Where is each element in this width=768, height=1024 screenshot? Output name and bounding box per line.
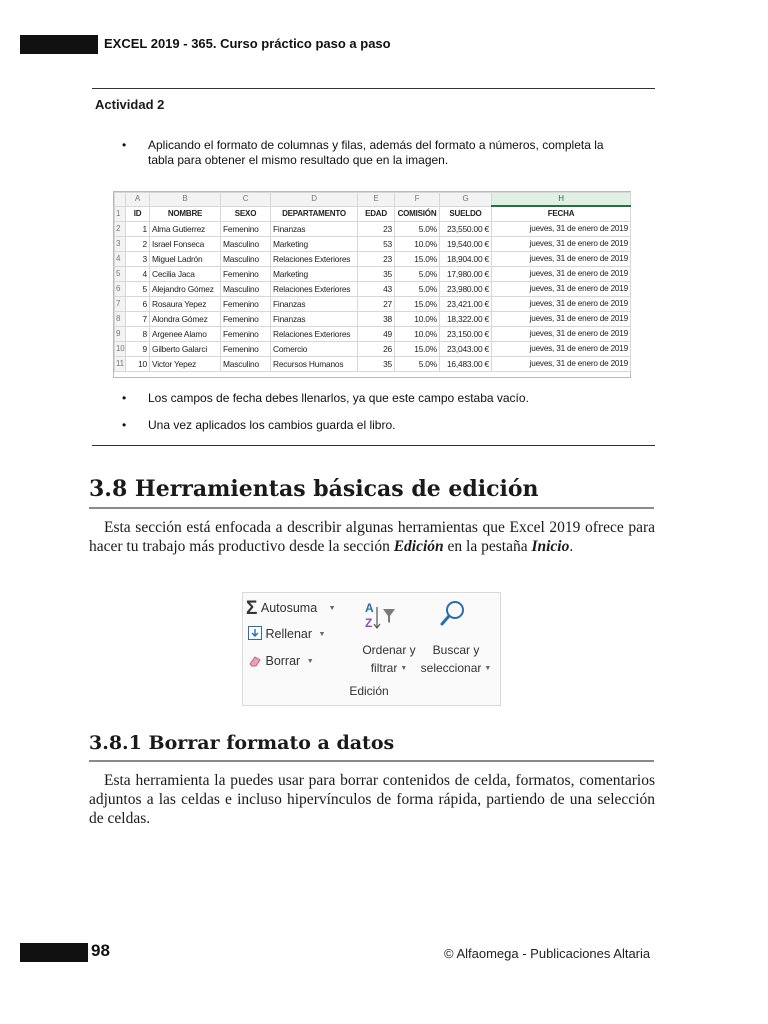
bullet-dot: • — [122, 138, 127, 152]
row-number[interactable]: 2 — [115, 222, 126, 237]
bullet-2-text: Los campos de fecha debes llenarlos, ya que este campo estaba vacío. — [148, 391, 529, 405]
chevron-down-icon: ▼ — [306, 658, 314, 666]
row-number[interactable]: 1 — [115, 206, 126, 222]
table-cell[interactable]: Femenino — [221, 312, 271, 327]
table-cell[interactable]: 10.0% — [395, 237, 440, 252]
row-number[interactable]: 8 — [115, 312, 126, 327]
table-row — [115, 267, 631, 282]
column-letter-D[interactable]: D — [271, 193, 358, 207]
page-number: 98 — [91, 941, 110, 960]
column-letter-G[interactable]: G — [440, 193, 492, 207]
table-cell[interactable]: 15.0% — [395, 252, 440, 267]
header-cell[interactable]: NOMBRE — [150, 206, 221, 222]
table-cell[interactable]: 10 — [126, 357, 150, 372]
table-cell[interactable]: 23 — [358, 252, 395, 267]
borrar-label: Borrar — [265, 654, 301, 668]
section-3-8-1-paragraph — [89, 771, 655, 828]
autosuma-button[interactable] — [246, 598, 336, 620]
table-cell[interactable]: 38 — [358, 312, 395, 327]
search-icon[interactable] — [438, 599, 468, 633]
table-row — [115, 297, 631, 312]
table-cell[interactable]: Argenee Alamo — [150, 327, 221, 342]
table-cell[interactable]: 18,904.00 € — [440, 252, 492, 267]
table-cell[interactable]: 5 — [126, 282, 150, 297]
table-cell[interactable]: 15.0% — [395, 342, 440, 357]
para-text-2: en la pestaña — [443, 538, 532, 555]
table-cell[interactable]: 4 — [126, 267, 150, 282]
table-cell[interactable]: 53 — [358, 237, 395, 252]
table-cell[interactable]: Femenino — [221, 297, 271, 312]
table-cell[interactable]: 23,043.00 € — [440, 342, 492, 357]
az-letter-a: A — [365, 601, 374, 615]
table-cell[interactable]: jueves, 31 de enero de 2019 — [492, 327, 631, 342]
table-cell[interactable]: jueves, 31 de enero de 2019 — [492, 237, 631, 252]
row-number[interactable]: 5 — [115, 267, 126, 282]
table-cell[interactable]: Recursos Humanos — [271, 357, 358, 372]
column-letter-F[interactable]: F — [395, 193, 440, 207]
header-black-bar — [20, 35, 98, 54]
bullet-dot: • — [122, 391, 127, 405]
table-cell[interactable]: Femenino — [221, 327, 271, 342]
table-cell[interactable]: Marketing — [271, 237, 358, 252]
table-cell[interactable]: Marketing — [271, 267, 358, 282]
table-cell[interactable]: jueves, 31 de enero de 2019 — [492, 357, 631, 372]
bullet-1-line-1: Aplicando el formato de columnas y filas, además del formato a números, completa la — [148, 138, 604, 152]
footer-black-bar — [20, 943, 88, 962]
header-cell[interactable]: SEXO — [221, 206, 271, 222]
ordenar-line-2: filtrar — [370, 661, 398, 675]
table-cell[interactable]: 15.0% — [395, 297, 440, 312]
table-cell[interactable]: 1 — [126, 222, 150, 237]
table-cell[interactable]: 3 — [126, 252, 150, 267]
buscar-line-2: seleccionar — [420, 661, 482, 675]
table-cell[interactable]: 19,540.00 € — [440, 237, 492, 252]
row-number[interactable]: 9 — [115, 327, 126, 342]
header-cell[interactable]: ID — [126, 206, 150, 222]
column-letter-H[interactable]: H — [492, 193, 631, 207]
bullet-1-line-2: tabla para obtener el mismo resultado que en la imagen. — [148, 153, 449, 167]
sigma-icon: Σ — [246, 598, 258, 619]
table-cell[interactable]: Cecilia Jaca — [150, 267, 221, 282]
chevron-down-icon: ▼ — [328, 605, 336, 613]
table-row — [115, 357, 631, 372]
autosuma-label: Autosuma — [260, 601, 318, 615]
table-cell[interactable]: Femenino — [221, 267, 271, 282]
table-cell[interactable]: Relaciones Exteriores — [271, 252, 358, 267]
chevron-down-icon: ▼ — [400, 664, 408, 672]
az-letter-z: Z — [365, 616, 373, 630]
table-cell[interactable]: 16,483.00 € — [440, 357, 492, 372]
table-cell[interactable]: 35 — [358, 267, 395, 282]
table-row — [115, 327, 631, 342]
table-cell[interactable]: Rosaura Yepez — [150, 297, 221, 312]
ribbon-group-label: Edición — [349, 684, 389, 698]
column-letter-E[interactable]: E — [358, 193, 395, 207]
table-cell[interactable]: 23 — [358, 222, 395, 237]
para-text-3: . — [569, 538, 574, 555]
table-cell[interactable]: Relaciones Exteriores — [271, 327, 358, 342]
table-cell[interactable]: 5.0% — [395, 357, 440, 372]
table-cell[interactable]: Finanzas — [271, 297, 358, 312]
activity-title: Actividad 2 — [95, 97, 165, 112]
column-letter-row — [115, 193, 631, 207]
column-letter-corner[interactable] — [115, 193, 126, 207]
row-number[interactable]: 10 — [115, 342, 126, 357]
para-bold-edicion: Edición — [393, 538, 444, 555]
activity-bullet-2 — [122, 391, 658, 406]
section-3-8-1-text: Esta herramienta la puedes usar para borrar contenidos de celda, formatos, comentarios adjuntos a las celdas e incluso hipervínculos de forma rápida, partiendo de una selección de celdas. — [89, 772, 655, 827]
table-cell[interactable]: 5.0% — [395, 267, 440, 282]
table-row — [115, 312, 631, 327]
table-cell[interactable]: 5.0% — [395, 222, 440, 237]
buscar-seleccionar-label[interactable] — [411, 641, 501, 678]
bullet-dot: • — [122, 418, 127, 432]
table-cell[interactable]: 2 — [126, 237, 150, 252]
table-cell[interactable]: Masculino — [221, 237, 271, 252]
chevron-down-icon: ▼ — [484, 664, 492, 672]
section-heading-rule — [89, 507, 654, 509]
table-cell[interactable]: jueves, 31 de enero de 2019 — [492, 312, 631, 327]
table-cell[interactable]: jueves, 31 de enero de 2019 — [492, 252, 631, 267]
table-cell[interactable]: 17,980.00 € — [440, 267, 492, 282]
sort-filter-icon — [361, 601, 401, 637]
row-number[interactable]: 7 — [115, 297, 126, 312]
rellenar-button[interactable] — [248, 626, 325, 641]
table-cell[interactable]: 23,421.00 € — [440, 297, 492, 312]
borrar-button[interactable] — [248, 654, 314, 670]
table-cell[interactable]: 18,322.00 € — [440, 312, 492, 327]
table-cell[interactable]: 5.0% — [395, 282, 440, 297]
table-cell[interactable]: Comercio — [271, 342, 358, 357]
table-cell[interactable]: Femenino — [221, 222, 271, 237]
table-cell[interactable]: 49 — [358, 327, 395, 342]
table-cell[interactable]: 10.0% — [395, 327, 440, 342]
header-cell[interactable]: DEPARTAMENTO — [271, 206, 358, 222]
row-number[interactable]: 3 — [115, 237, 126, 252]
table-cell[interactable]: Victor Yepez — [150, 357, 221, 372]
table-cell[interactable]: 6 — [126, 297, 150, 312]
section-heading-3-8-1: 3.8.1 Borrar formato a datos — [89, 732, 395, 754]
table-cell[interactable]: 7 — [126, 312, 150, 327]
table-cell[interactable]: Miguel Ladrón — [150, 252, 221, 267]
table-cell[interactable]: 23,550.00 € — [440, 222, 492, 237]
table-cell[interactable]: 27 — [358, 297, 395, 312]
row-number[interactable]: 4 — [115, 252, 126, 267]
table-cell[interactable]: Masculino — [221, 252, 271, 267]
table-cell[interactable]: Alondra Gómez — [150, 312, 221, 327]
row-number[interactable]: 6 — [115, 282, 126, 297]
edicion-ribbon-image — [242, 592, 501, 706]
table-cell[interactable]: 43 — [358, 282, 395, 297]
ordenar-line-1: Ordenar y — [362, 643, 416, 657]
table-cell[interactable]: Masculino — [221, 357, 271, 372]
chevron-down-icon: ▼ — [318, 631, 326, 639]
rellenar-label: Rellenar — [265, 627, 313, 641]
table-cell[interactable]: 10.0% — [395, 312, 440, 327]
table-cell[interactable]: Masculino — [221, 282, 271, 297]
row-number[interactable]: 11 — [115, 357, 126, 372]
table-cell[interactable]: jueves, 31 de enero de 2019 — [492, 297, 631, 312]
column-letter-A[interactable]: A — [126, 193, 150, 207]
publisher-credit: © Alfaomega - Publicaciones Altaria — [444, 946, 651, 961]
table-cell[interactable]: Gilberto Galarci — [150, 342, 221, 357]
para-text-1: Esta sección está enfocada a describir algunas herramientas que Excel 2019 ofrece para hacer tu trabajo más productivo desde la sección — [89, 519, 655, 555]
table-cell[interactable]: 9 — [126, 342, 150, 357]
spreadsheet-image — [113, 191, 631, 378]
header-cell[interactable]: COMISIÓN — [395, 206, 440, 222]
bullet-3-text: Una vez aplicados los cambios guarda el libro. — [148, 418, 396, 432]
column-letter-B[interactable]: B — [150, 193, 221, 207]
section-heading-3-8: 3.8 Herramientas básicas de edición — [89, 476, 539, 502]
table-cell[interactable]: Alma Gutierrez — [150, 222, 221, 237]
table-cell[interactable]: jueves, 31 de enero de 2019 — [492, 342, 631, 357]
table-row — [115, 342, 631, 357]
table-cell[interactable]: 8 — [126, 327, 150, 342]
table-cell[interactable]: Israel Fonseca — [150, 237, 221, 252]
buscar-line-1: Buscar y — [432, 643, 480, 657]
table-row — [115, 252, 631, 267]
table-cell[interactable]: Relaciones Exteriores — [271, 282, 358, 297]
table-cell[interactable]: jueves, 31 de enero de 2019 — [492, 267, 631, 282]
table-cell[interactable]: 23,150.00 € — [440, 327, 492, 342]
table-cell[interactable]: jueves, 31 de enero de 2019 — [492, 282, 631, 297]
activity-bullet-3 — [122, 418, 658, 433]
header-cell[interactable]: FECHA — [492, 206, 631, 222]
table-cell[interactable]: jueves, 31 de enero de 2019 — [492, 222, 631, 237]
table-cell[interactable]: 26 — [358, 342, 395, 357]
table-cell[interactable]: Finanzas — [271, 312, 358, 327]
header-cell[interactable]: SUELDO — [440, 206, 492, 222]
table-row — [115, 237, 631, 252]
table-row — [115, 222, 631, 237]
table-row — [115, 282, 631, 297]
activity-bullet-1 — [122, 138, 658, 168]
table-cell[interactable]: 23,980.00 € — [440, 282, 492, 297]
table-cell[interactable]: Finanzas — [271, 222, 358, 237]
section-heading-rule — [89, 760, 654, 762]
table-cell[interactable]: 35 — [358, 357, 395, 372]
eraser-icon — [248, 655, 262, 670]
fill-down-icon — [248, 626, 262, 640]
header-cell[interactable]: EDAD — [358, 206, 395, 222]
header-rule — [92, 88, 655, 89]
table-cell[interactable]: Femenino — [221, 342, 271, 357]
activity-bottom-rule — [92, 445, 655, 446]
section-3-8-paragraph — [89, 518, 655, 556]
spreadsheet-table — [114, 192, 631, 372]
header-row — [115, 206, 631, 222]
table-cell[interactable]: Alejandro Gómez — [150, 282, 221, 297]
para-bold-inicio: Inicio — [531, 538, 570, 555]
book-title: EXCEL 2019 - 365. Curso práctico paso a paso — [104, 36, 391, 51]
column-letter-C[interactable]: C — [221, 193, 271, 207]
